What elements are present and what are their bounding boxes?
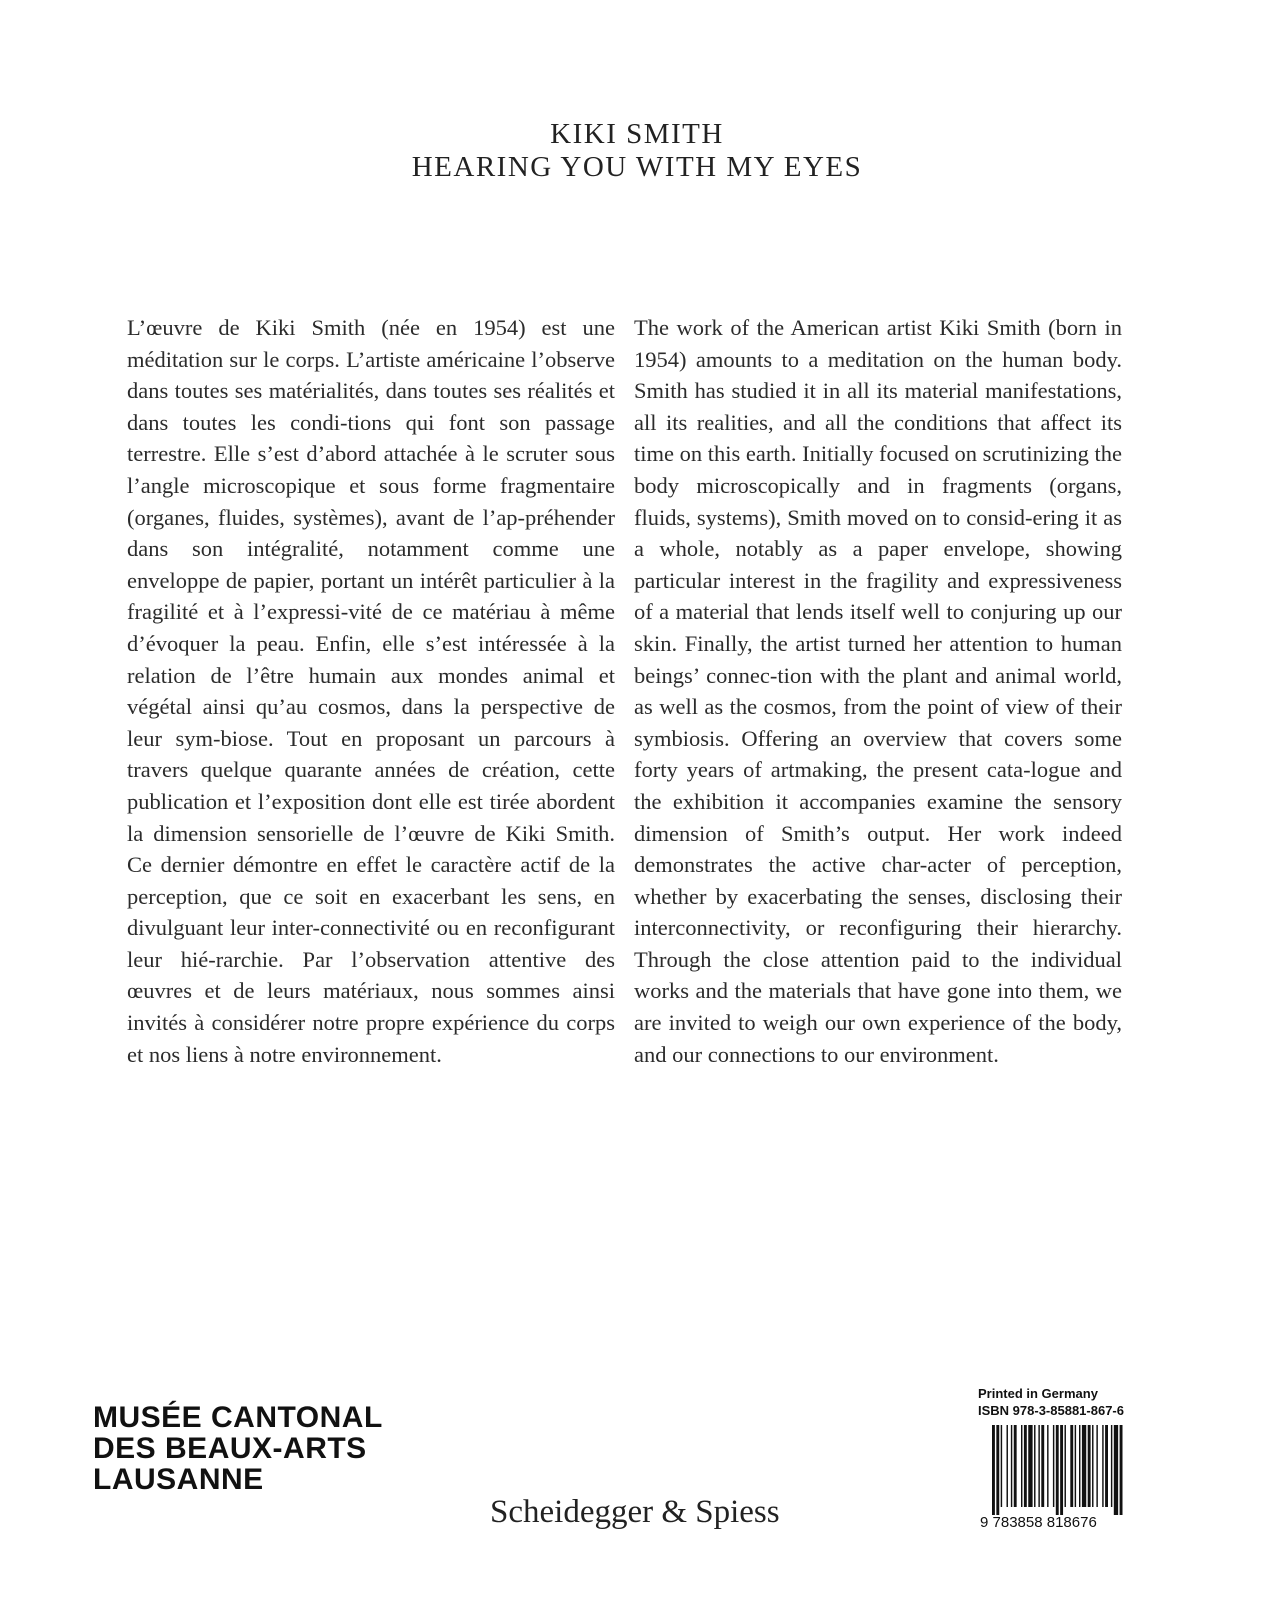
barcode-bar	[1092, 1425, 1093, 1507]
book-title	[0, 118, 1274, 184]
barcode-bar	[1014, 1425, 1017, 1507]
barcode-digits: 9 783858 818676	[980, 1514, 1097, 1531]
barcode-bar	[1007, 1425, 1008, 1507]
barcode-bar	[1034, 1425, 1035, 1507]
barcode-bar	[1038, 1425, 1039, 1507]
barcode-bar	[1105, 1425, 1108, 1507]
barcode-bar	[1053, 1425, 1054, 1507]
barcode-bar	[1096, 1425, 1097, 1507]
publisher-name: Scheidegger & Spiess	[490, 1494, 780, 1530]
barcode-bar	[1120, 1425, 1123, 1515]
barcode-bar	[992, 1425, 995, 1515]
barcode-bar	[1028, 1425, 1032, 1507]
english-blurb: The work of the American artist Kiki Smith (born in 1954) amounts to a meditation on the human body. Smith has studied it in all its material manifestations, all its realities, and all the conditions that affect its time on this earth. Initially focused on scrutinizing the body microscopically and in fragments (organs, fluids, systems), Smith moved on to consid-ering it as a whole, notably as a paper envelope, showing particular interest in the fragility and expressiveness of a material that lends itself well to conjuring up our skin. Finally, the artist turned her attention to human beings’ connec-tion with the plant and animal world, as well as the cosmos, from the point of view of their symbiosis. Offering an overview that covers some forty years of artmaking, the present cata-logue and the exhibition it accompanies examine the sensory dimension of Smith’s output. Her work indeed demonstrates the active char-acter of perception, whether by exacerbating the senses, disclosing their interconnectivity, or reconfiguring their hierarchy. Through the close attention paid to the individual works and the materials that have gone into them, we are invited to weigh our own experience of the body, and our connections to our environment.	[634, 315, 1123, 1067]
french-blurb: L’œuvre de Kiki Smith (née en 1954) est une méditation sur le corps. L’artiste américaine l’observe dans toutes ses matérialités, dans toutes ses réalités et dans toutes les condi-tions qui font son passage terrestre. Elle s’est d’abord attachée à le scruter sous l’angle microscopique et sous forme fragmentaire (organes, fluides, systèmes), avant de l’ap-préhender dans son intégralité, notamment comme une enveloppe de papier, portant un intérêt particulier à la fragilité et à l’expressi-vité de ce matériau à même d’évoquer la peau. Enfin, elle s’est intéressée à la relation de l’être humain aux mondes animal et végétal ainsi qu’au cosmos, dans la perspective de leur sym-biose. Tout en proposant un parcours à travers quelque quarante années de création, cette publication et l’exposition dont elle est tirée abordent la dimension sensorielle de l’œuvre de Kiki Smith. Ce dernier démontre en effet le caractère actif de la perception, que ce soit en exacerbant les sens, en divulguant leur inter-connectivité ou en reconfigurant leur hié-rarchie. Par l’observation attentive des œuvres et de leurs matériaux, nous sommes ainsi invités à considérer notre propre expérience du corps et nos liens à notre environnement.	[127, 315, 615, 1067]
barcode-bar	[1070, 1425, 1073, 1507]
barcode-bar	[1075, 1425, 1076, 1507]
barcode-bar	[1088, 1425, 1091, 1507]
barcode-bar	[1001, 1425, 1002, 1507]
title-subtitle: HEARING YOU WITH MY EYES	[411, 151, 863, 183]
museum-logo-line3: LAUSANNE	[93, 1463, 264, 1496]
barcode-bar	[1056, 1425, 1059, 1515]
barcode	[978, 1425, 1168, 1535]
barcode-bar	[1102, 1425, 1103, 1507]
barcode-bar	[996, 1425, 999, 1515]
museum-logo	[93, 1402, 383, 1495]
barcode-bar	[1011, 1425, 1012, 1507]
museum-logo-line2: DES BEAUX-ARTS	[93, 1432, 367, 1465]
barcode-bar	[1021, 1425, 1022, 1507]
barcode-bar	[1024, 1425, 1027, 1507]
title-author: KIKI SMITH	[550, 118, 724, 150]
barcode-bar	[1111, 1425, 1112, 1507]
barcode-bar	[1060, 1425, 1063, 1515]
barcode-bar	[1047, 1425, 1048, 1507]
barcode-bar	[1041, 1425, 1044, 1507]
isbn-label: ISBN 978-3-85881-867-6	[978, 1403, 1124, 1418]
barcode-bar	[1065, 1425, 1066, 1507]
barcode-bar	[1079, 1425, 1080, 1507]
museum-logo-line1: MUSÉE CANTONAL	[93, 1401, 383, 1434]
printed-in-label: Printed in Germany	[978, 1386, 1098, 1401]
barcode-bar	[1114, 1425, 1118, 1515]
barcode-bar	[1082, 1425, 1086, 1507]
barcode-block	[978, 1385, 1168, 1535]
